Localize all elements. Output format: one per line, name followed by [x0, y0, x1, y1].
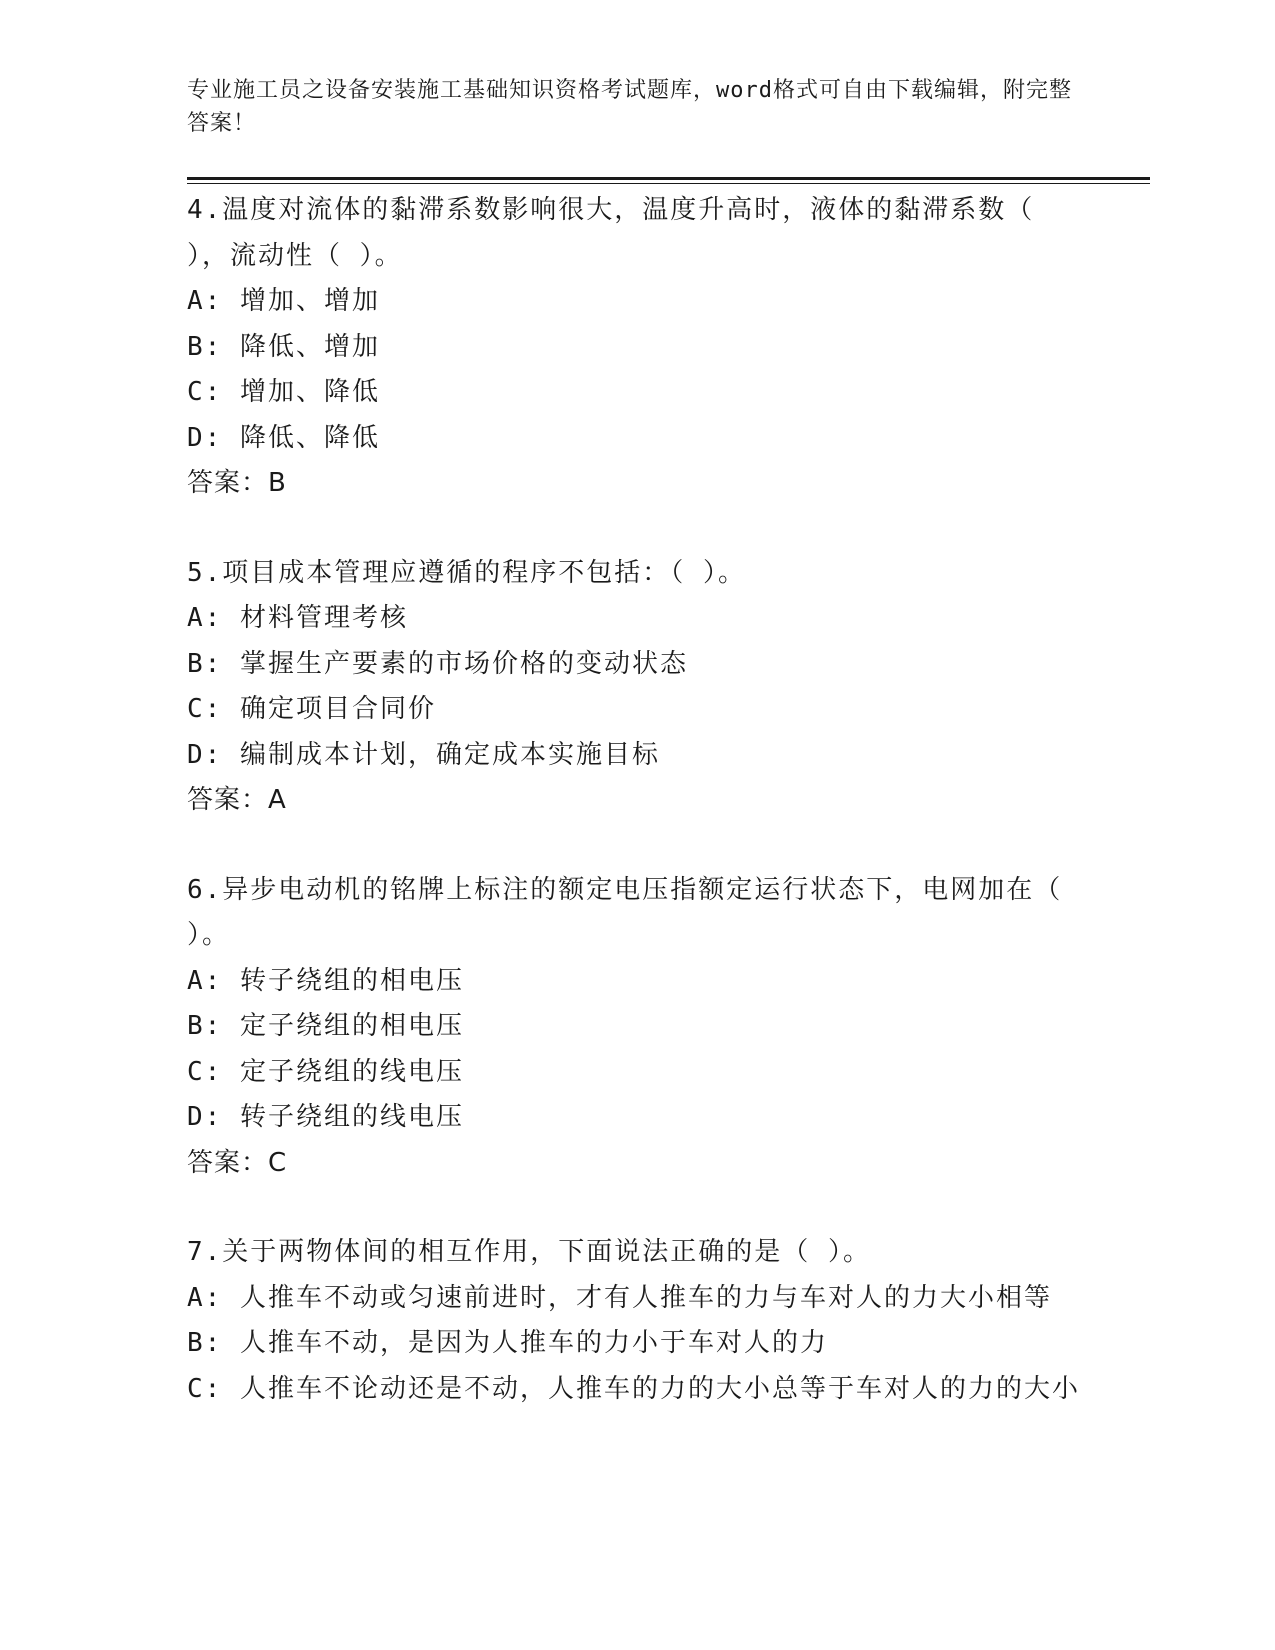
question-stem: 4.温度对流体的黏滞系数影响很大，温度升高时，液体的黏滞系数（ ），流动性（ ）。 — [187, 195, 1052, 271]
option-b: B: 掌握生产要素的市场价格的变动状态 — [187, 648, 688, 679]
document-header: 专业施工员之设备安装施工基础知识资格考试题库，word格式可自由下载编辑，附完整答案！ — [187, 78, 1072, 136]
header-divider-thin — [187, 183, 1150, 184]
answer: 答案：B — [187, 468, 287, 498]
answer: 答案：A — [187, 785, 287, 815]
option-c: C: 定子绕组的线电压 — [187, 1056, 464, 1087]
option-c: C: 确定项目合同价 — [187, 694, 436, 724]
question-stem: 5.项目成本管理应遵循的程序不包括：（ ）。 — [187, 557, 746, 588]
option-c: C: 增加、降低 — [187, 377, 380, 407]
question-7 — [187, 1230, 1087, 1412]
option-a: A: 增加、增加 — [187, 286, 380, 316]
option-d: D: 转子绕组的线电压 — [187, 1102, 464, 1132]
question-stem: 6.异步电动机的铭牌上标注的额定电压指额定运行状态下，电网加在（ ）。 — [187, 874, 1080, 950]
question-6 — [187, 868, 1087, 1187]
option-b: B: 人推车不动，是因为人推车的力小于车对人的力 — [187, 1328, 828, 1358]
question-list — [187, 188, 1087, 1456]
question-5 — [187, 551, 1087, 824]
question-4 — [187, 188, 1087, 507]
answer: 答案：C — [187, 1147, 288, 1178]
option-b: B: 降低、增加 — [187, 331, 380, 362]
header-divider-thick — [187, 177, 1150, 180]
option-a: A: 材料管理考核 — [187, 603, 408, 633]
option-d: D: 降低、降低 — [187, 422, 380, 453]
option-a: A: 转子绕组的相电压 — [187, 965, 464, 996]
option-b: B: 定子绕组的相电压 — [187, 1011, 464, 1041]
option-a: A: 人推车不动或匀速前进时，才有人推车的力与车对人的力大小相等 — [187, 1282, 1052, 1313]
option-d: D: 编制成本计划，确定成本实施目标 — [187, 739, 660, 770]
question-stem: 7.关于两物体间的相互作用，下面说法正确的是（ ）。 — [187, 1237, 871, 1267]
option-c: C: 人推车不论动还是不动，人推车的力的大小总等于车对人的力的大小 — [187, 1373, 1080, 1404]
